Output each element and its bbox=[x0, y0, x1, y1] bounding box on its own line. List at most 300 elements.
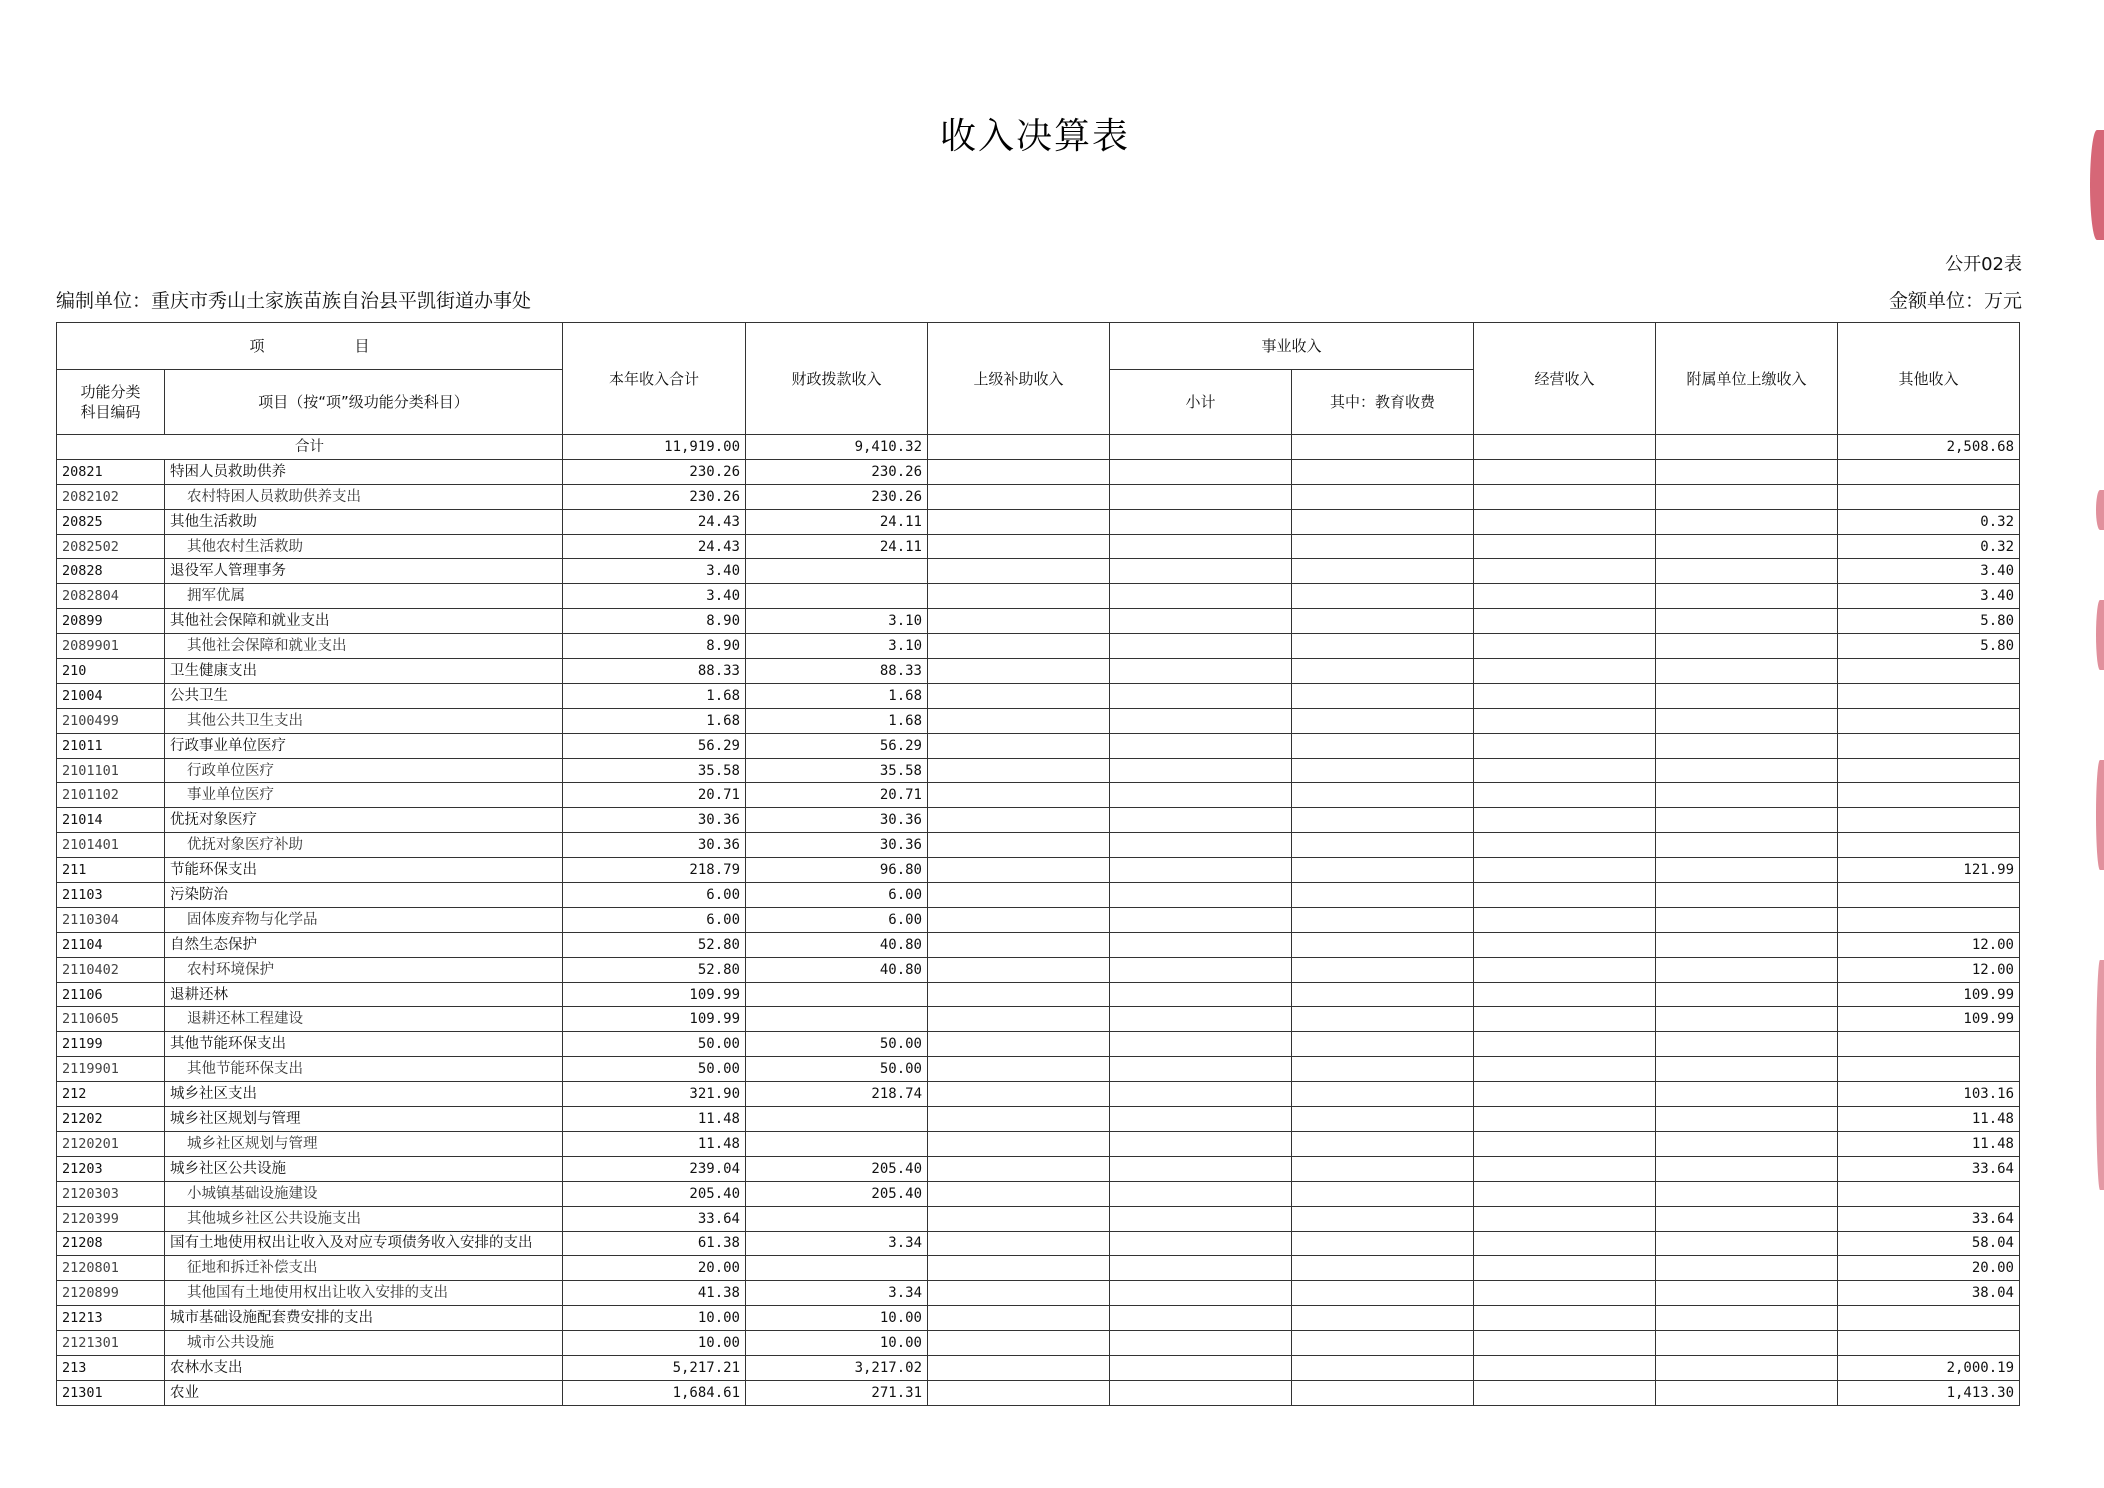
row-edu-fee bbox=[1292, 833, 1474, 858]
row-other bbox=[1838, 808, 2020, 833]
row-other: 33.64 bbox=[1838, 1156, 2020, 1181]
row-fiscal bbox=[746, 982, 928, 1007]
row-total: 24.43 bbox=[563, 509, 746, 534]
row-other: 58.04 bbox=[1838, 1231, 2020, 1256]
row-edu-fee bbox=[1292, 957, 1474, 982]
row-edu-fee bbox=[1292, 1107, 1474, 1132]
row-superior bbox=[928, 808, 1110, 833]
row-name: 优抚对象医疗补助 bbox=[165, 833, 563, 858]
row-other: 33.64 bbox=[1838, 1206, 2020, 1231]
table-row bbox=[57, 1131, 2020, 1156]
total-operating bbox=[1474, 435, 1656, 460]
row-superior bbox=[928, 1007, 1110, 1032]
row-superior bbox=[928, 1256, 1110, 1281]
table-row bbox=[57, 634, 2020, 659]
row-total: 30.36 bbox=[563, 808, 746, 833]
row-name: 特困人员救助供养 bbox=[165, 459, 563, 484]
row-affiliated bbox=[1656, 1331, 1838, 1356]
row-other bbox=[1838, 758, 2020, 783]
row-other bbox=[1838, 907, 2020, 932]
row-total: 20.71 bbox=[563, 783, 746, 808]
table-row bbox=[57, 1306, 2020, 1331]
table-row bbox=[57, 907, 2020, 932]
row-operating bbox=[1474, 1231, 1656, 1256]
row-edu-fee bbox=[1292, 783, 1474, 808]
table-row bbox=[57, 708, 2020, 733]
row-superior bbox=[928, 509, 1110, 534]
row-total: 205.40 bbox=[563, 1181, 746, 1206]
row-fiscal: 218.74 bbox=[746, 1082, 928, 1107]
row-subtotal bbox=[1110, 1256, 1292, 1281]
row-subtotal bbox=[1110, 1355, 1292, 1380]
row-name: 其他社会保障和就业支出 bbox=[165, 634, 563, 659]
row-superior bbox=[928, 883, 1110, 908]
row-operating bbox=[1474, 634, 1656, 659]
row-name: 其他社会保障和就业支出 bbox=[165, 609, 563, 634]
table-row bbox=[57, 1256, 2020, 1281]
row-edu-fee bbox=[1292, 1306, 1474, 1331]
row-name: 其他城乡社区公共设施支出 bbox=[165, 1206, 563, 1231]
row-name: 农村特困人员救助供养支出 bbox=[165, 484, 563, 509]
row-total: 1.68 bbox=[563, 683, 746, 708]
seal-edge-mark bbox=[2096, 960, 2104, 1190]
row-affiliated bbox=[1656, 559, 1838, 584]
row-superior bbox=[928, 1082, 1110, 1107]
row-operating bbox=[1474, 1057, 1656, 1082]
row-total: 8.90 bbox=[563, 634, 746, 659]
row-subtotal bbox=[1110, 982, 1292, 1007]
row-subtotal bbox=[1110, 1007, 1292, 1032]
row-affiliated bbox=[1656, 858, 1838, 883]
row-operating bbox=[1474, 1032, 1656, 1057]
row-code: 21103 bbox=[57, 883, 165, 908]
table-row bbox=[57, 1057, 2020, 1082]
row-edu-fee bbox=[1292, 1156, 1474, 1181]
row-edu-fee bbox=[1292, 1057, 1474, 1082]
row-fiscal: 3.10 bbox=[746, 634, 928, 659]
row-other: 109.99 bbox=[1838, 1007, 2020, 1032]
row-edu-fee bbox=[1292, 584, 1474, 609]
row-total: 8.90 bbox=[563, 609, 746, 634]
row-subtotal bbox=[1110, 1380, 1292, 1405]
row-edu-fee bbox=[1292, 1281, 1474, 1306]
row-affiliated bbox=[1656, 1032, 1838, 1057]
row-superior bbox=[928, 534, 1110, 559]
row-total: 24.43 bbox=[563, 534, 746, 559]
table-row bbox=[57, 1032, 2020, 1057]
row-affiliated bbox=[1656, 1131, 1838, 1156]
row-edu-fee bbox=[1292, 1131, 1474, 1156]
table-row bbox=[57, 484, 2020, 509]
row-operating bbox=[1474, 833, 1656, 858]
row-other bbox=[1838, 1306, 2020, 1331]
seal-edge-mark bbox=[2096, 760, 2104, 870]
header-edu-fee: 其中：教育收费 bbox=[1292, 370, 1474, 435]
row-subtotal bbox=[1110, 1331, 1292, 1356]
row-other: 12.00 bbox=[1838, 957, 2020, 982]
row-name: 节能环保支出 bbox=[165, 858, 563, 883]
table-row bbox=[57, 1331, 2020, 1356]
header-name: 项目（按“项”级功能分类科目） bbox=[165, 370, 563, 435]
row-other bbox=[1838, 1331, 2020, 1356]
row-total: 230.26 bbox=[563, 484, 746, 509]
row-edu-fee bbox=[1292, 808, 1474, 833]
row-superior bbox=[928, 1331, 1110, 1356]
table-row bbox=[57, 833, 2020, 858]
row-total: 10.00 bbox=[563, 1306, 746, 1331]
row-superior bbox=[928, 1231, 1110, 1256]
row-total: 1,684.61 bbox=[563, 1380, 746, 1405]
row-subtotal bbox=[1110, 733, 1292, 758]
row-fiscal: 1.68 bbox=[746, 683, 928, 708]
row-superior bbox=[928, 559, 1110, 584]
table-row bbox=[57, 1107, 2020, 1132]
row-operating bbox=[1474, 1306, 1656, 1331]
table-row bbox=[57, 982, 2020, 1007]
row-total: 41.38 bbox=[563, 1281, 746, 1306]
row-subtotal bbox=[1110, 932, 1292, 957]
row-name: 事业单位医疗 bbox=[165, 783, 563, 808]
row-operating bbox=[1474, 484, 1656, 509]
row-code: 21104 bbox=[57, 932, 165, 957]
row-superior bbox=[928, 783, 1110, 808]
row-code: 2082502 bbox=[57, 534, 165, 559]
row-other: 3.40 bbox=[1838, 584, 2020, 609]
total-fiscal: 9,410.32 bbox=[746, 435, 928, 460]
row-edu-fee bbox=[1292, 858, 1474, 883]
row-operating bbox=[1474, 1281, 1656, 1306]
row-affiliated bbox=[1656, 783, 1838, 808]
row-total: 52.80 bbox=[563, 957, 746, 982]
row-code: 21014 bbox=[57, 808, 165, 833]
row-fiscal: 205.40 bbox=[746, 1156, 928, 1181]
row-name: 小城镇基础设施建设 bbox=[165, 1181, 563, 1206]
table-row bbox=[57, 733, 2020, 758]
row-superior bbox=[928, 1057, 1110, 1082]
row-edu-fee bbox=[1292, 1007, 1474, 1032]
row-affiliated bbox=[1656, 883, 1838, 908]
row-total: 20.00 bbox=[563, 1256, 746, 1281]
row-superior bbox=[928, 1355, 1110, 1380]
row-superior bbox=[928, 1181, 1110, 1206]
row-operating bbox=[1474, 932, 1656, 957]
header-other: 其他收入 bbox=[1838, 323, 2020, 435]
total-row bbox=[57, 435, 2020, 460]
row-name: 城乡社区规划与管理 bbox=[165, 1131, 563, 1156]
row-affiliated bbox=[1656, 733, 1838, 758]
row-subtotal bbox=[1110, 1082, 1292, 1107]
table-body bbox=[57, 435, 2020, 1406]
row-total: 5,217.21 bbox=[563, 1355, 746, 1380]
row-fiscal bbox=[746, 1131, 928, 1156]
organization-label: 编制单位：重庆市秀山土家族苗族自治县平凯街道办事处 bbox=[56, 290, 532, 312]
row-code: 2120303 bbox=[57, 1181, 165, 1206]
row-other: 11.48 bbox=[1838, 1131, 2020, 1156]
total-affiliated bbox=[1656, 435, 1838, 460]
row-affiliated bbox=[1656, 609, 1838, 634]
row-affiliated bbox=[1656, 459, 1838, 484]
row-name: 城乡社区支出 bbox=[165, 1082, 563, 1107]
row-name: 其他国有土地使用权出让收入安排的支出 bbox=[165, 1281, 563, 1306]
row-fiscal: 3,217.02 bbox=[746, 1355, 928, 1380]
row-code: 2120801 bbox=[57, 1256, 165, 1281]
row-subtotal bbox=[1110, 584, 1292, 609]
row-affiliated bbox=[1656, 683, 1838, 708]
row-other: 0.32 bbox=[1838, 534, 2020, 559]
row-name: 其他节能环保支出 bbox=[165, 1057, 563, 1082]
row-operating bbox=[1474, 1082, 1656, 1107]
row-edu-fee bbox=[1292, 1082, 1474, 1107]
row-edu-fee bbox=[1292, 1355, 1474, 1380]
row-fiscal: 40.80 bbox=[746, 932, 928, 957]
row-code: 2082102 bbox=[57, 484, 165, 509]
row-edu-fee bbox=[1292, 559, 1474, 584]
table-row bbox=[57, 1206, 2020, 1231]
row-name: 卫生健康支出 bbox=[165, 659, 563, 684]
row-subtotal bbox=[1110, 808, 1292, 833]
row-operating bbox=[1474, 982, 1656, 1007]
header-code: 功能分类科目编码 bbox=[57, 370, 165, 435]
row-affiliated bbox=[1656, 634, 1838, 659]
row-affiliated bbox=[1656, 1057, 1838, 1082]
row-edu-fee bbox=[1292, 1331, 1474, 1356]
row-name: 征地和拆迁补偿支出 bbox=[165, 1256, 563, 1281]
row-other: 5.80 bbox=[1838, 609, 2020, 634]
row-affiliated bbox=[1656, 708, 1838, 733]
row-code: 20899 bbox=[57, 609, 165, 634]
total-subtotal bbox=[1110, 435, 1292, 460]
row-subtotal bbox=[1110, 883, 1292, 908]
row-fiscal: 3.34 bbox=[746, 1231, 928, 1256]
row-fiscal bbox=[746, 1206, 928, 1231]
row-fiscal: 6.00 bbox=[746, 883, 928, 908]
row-other: 38.04 bbox=[1838, 1281, 2020, 1306]
row-affiliated bbox=[1656, 1281, 1838, 1306]
row-other: 20.00 bbox=[1838, 1256, 2020, 1281]
row-edu-fee bbox=[1292, 1231, 1474, 1256]
row-other bbox=[1838, 1181, 2020, 1206]
row-name: 行政事业单位医疗 bbox=[165, 733, 563, 758]
row-operating bbox=[1474, 584, 1656, 609]
row-affiliated bbox=[1656, 1256, 1838, 1281]
row-affiliated bbox=[1656, 1082, 1838, 1107]
row-fiscal: 10.00 bbox=[746, 1306, 928, 1331]
total-total: 11,919.00 bbox=[563, 435, 746, 460]
row-fiscal: 56.29 bbox=[746, 733, 928, 758]
table-row bbox=[57, 534, 2020, 559]
row-affiliated bbox=[1656, 1156, 1838, 1181]
header-affiliated: 附属单位上缴收入 bbox=[1656, 323, 1838, 435]
row-other bbox=[1838, 1032, 2020, 1057]
row-superior bbox=[928, 1281, 1110, 1306]
row-name: 农村环境保护 bbox=[165, 957, 563, 982]
row-operating bbox=[1474, 1107, 1656, 1132]
row-code: 21199 bbox=[57, 1032, 165, 1057]
row-code: 211 bbox=[57, 858, 165, 883]
row-operating bbox=[1474, 609, 1656, 634]
header-item-group: 项 目 bbox=[57, 323, 563, 370]
row-code: 2120399 bbox=[57, 1206, 165, 1231]
row-subtotal bbox=[1110, 858, 1292, 883]
row-superior bbox=[928, 609, 1110, 634]
row-total: 11.48 bbox=[563, 1131, 746, 1156]
row-code: 21011 bbox=[57, 733, 165, 758]
row-fiscal: 24.11 bbox=[746, 509, 928, 534]
row-subtotal bbox=[1110, 534, 1292, 559]
row-other: 12.00 bbox=[1838, 932, 2020, 957]
row-name: 城乡社区公共设施 bbox=[165, 1156, 563, 1181]
row-code: 21106 bbox=[57, 982, 165, 1007]
row-name: 城市公共设施 bbox=[165, 1331, 563, 1356]
row-edu-fee bbox=[1292, 1032, 1474, 1057]
row-name: 优抚对象医疗 bbox=[165, 808, 563, 833]
row-total: 10.00 bbox=[563, 1331, 746, 1356]
row-subtotal bbox=[1110, 1107, 1292, 1132]
row-operating bbox=[1474, 534, 1656, 559]
row-total: 230.26 bbox=[563, 459, 746, 484]
row-superior bbox=[928, 957, 1110, 982]
row-fiscal: 3.34 bbox=[746, 1281, 928, 1306]
row-operating bbox=[1474, 659, 1656, 684]
row-code: 21208 bbox=[57, 1231, 165, 1256]
row-fiscal bbox=[746, 1107, 928, 1132]
row-subtotal bbox=[1110, 1281, 1292, 1306]
total-label: 合计 bbox=[57, 435, 563, 460]
row-superior bbox=[928, 1131, 1110, 1156]
row-subtotal bbox=[1110, 609, 1292, 634]
row-name: 固体废弃物与化学品 bbox=[165, 907, 563, 932]
row-edu-fee bbox=[1292, 932, 1474, 957]
row-code: 210 bbox=[57, 659, 165, 684]
row-superior bbox=[928, 484, 1110, 509]
row-affiliated bbox=[1656, 833, 1838, 858]
row-other: 5.80 bbox=[1838, 634, 2020, 659]
row-other bbox=[1838, 783, 2020, 808]
row-total: 6.00 bbox=[563, 883, 746, 908]
row-subtotal bbox=[1110, 758, 1292, 783]
seal-edge-mark bbox=[2090, 130, 2104, 240]
table-row bbox=[57, 883, 2020, 908]
row-other bbox=[1838, 1057, 2020, 1082]
row-edu-fee bbox=[1292, 484, 1474, 509]
header-operating: 经营收入 bbox=[1474, 323, 1656, 435]
row-code: 2119901 bbox=[57, 1057, 165, 1082]
row-affiliated bbox=[1656, 932, 1838, 957]
row-subtotal bbox=[1110, 1181, 1292, 1206]
row-name: 城乡社区规划与管理 bbox=[165, 1107, 563, 1132]
row-fiscal: 24.11 bbox=[746, 534, 928, 559]
row-affiliated bbox=[1656, 982, 1838, 1007]
row-total: 109.99 bbox=[563, 982, 746, 1007]
row-superior bbox=[928, 932, 1110, 957]
row-operating bbox=[1474, 459, 1656, 484]
row-superior bbox=[928, 459, 1110, 484]
row-fiscal: 35.58 bbox=[746, 758, 928, 783]
row-code: 21213 bbox=[57, 1306, 165, 1331]
row-code: 2101101 bbox=[57, 758, 165, 783]
row-operating bbox=[1474, 1206, 1656, 1231]
total-superior bbox=[928, 435, 1110, 460]
row-fiscal: 20.71 bbox=[746, 783, 928, 808]
row-code: 212 bbox=[57, 1082, 165, 1107]
table-row bbox=[57, 932, 2020, 957]
row-edu-fee bbox=[1292, 683, 1474, 708]
row-superior bbox=[928, 634, 1110, 659]
row-fiscal: 50.00 bbox=[746, 1057, 928, 1082]
row-superior bbox=[928, 708, 1110, 733]
row-operating bbox=[1474, 1181, 1656, 1206]
row-other bbox=[1838, 833, 2020, 858]
header-superior: 上级补助收入 bbox=[928, 323, 1110, 435]
row-superior bbox=[928, 1206, 1110, 1231]
row-other: 121.99 bbox=[1838, 858, 2020, 883]
row-code: 20828 bbox=[57, 559, 165, 584]
row-name: 其他节能环保支出 bbox=[165, 1032, 563, 1057]
row-other: 3.40 bbox=[1838, 559, 2020, 584]
row-total: 3.40 bbox=[563, 559, 746, 584]
row-name: 退役军人管理事务 bbox=[165, 559, 563, 584]
row-subtotal bbox=[1110, 509, 1292, 534]
row-affiliated bbox=[1656, 509, 1838, 534]
row-affiliated bbox=[1656, 534, 1838, 559]
row-operating bbox=[1474, 683, 1656, 708]
row-edu-fee bbox=[1292, 907, 1474, 932]
row-superior bbox=[928, 1107, 1110, 1132]
row-other: 109.99 bbox=[1838, 982, 2020, 1007]
row-code: 21301 bbox=[57, 1380, 165, 1405]
row-code: 2100499 bbox=[57, 708, 165, 733]
row-other: 1,413.30 bbox=[1838, 1380, 2020, 1405]
row-code: 2082804 bbox=[57, 584, 165, 609]
row-fiscal: 230.26 bbox=[746, 484, 928, 509]
row-code: 2110304 bbox=[57, 907, 165, 932]
table-row bbox=[57, 659, 2020, 684]
table-row bbox=[57, 1156, 2020, 1181]
total-other: 2,508.68 bbox=[1838, 435, 2020, 460]
table-row bbox=[57, 1355, 2020, 1380]
row-edu-fee bbox=[1292, 1256, 1474, 1281]
row-code: 20821 bbox=[57, 459, 165, 484]
row-total: 109.99 bbox=[563, 1007, 746, 1032]
row-operating bbox=[1474, 559, 1656, 584]
row-name: 自然生态保护 bbox=[165, 932, 563, 957]
row-total: 3.40 bbox=[563, 584, 746, 609]
row-other: 2,000.19 bbox=[1838, 1355, 2020, 1380]
row-subtotal bbox=[1110, 1032, 1292, 1057]
table-row bbox=[57, 783, 2020, 808]
row-superior bbox=[928, 858, 1110, 883]
row-edu-fee bbox=[1292, 982, 1474, 1007]
total-edu-fee bbox=[1292, 435, 1474, 460]
row-total: 1.68 bbox=[563, 708, 746, 733]
row-fiscal: 230.26 bbox=[746, 459, 928, 484]
header-total: 本年收入合计 bbox=[563, 323, 746, 435]
row-name: 公共卫生 bbox=[165, 683, 563, 708]
header-fiscal: 财政拨款收入 bbox=[746, 323, 928, 435]
row-affiliated bbox=[1656, 659, 1838, 684]
row-other bbox=[1838, 708, 2020, 733]
seal-edge-mark bbox=[2096, 600, 2104, 670]
row-code: 2089901 bbox=[57, 634, 165, 659]
row-superior bbox=[928, 659, 1110, 684]
row-total: 52.80 bbox=[563, 932, 746, 957]
table-row bbox=[57, 459, 2020, 484]
row-operating bbox=[1474, 1331, 1656, 1356]
row-name: 退耕还林工程建设 bbox=[165, 1007, 563, 1032]
row-edu-fee bbox=[1292, 509, 1474, 534]
row-affiliated bbox=[1656, 1306, 1838, 1331]
row-subtotal bbox=[1110, 559, 1292, 584]
